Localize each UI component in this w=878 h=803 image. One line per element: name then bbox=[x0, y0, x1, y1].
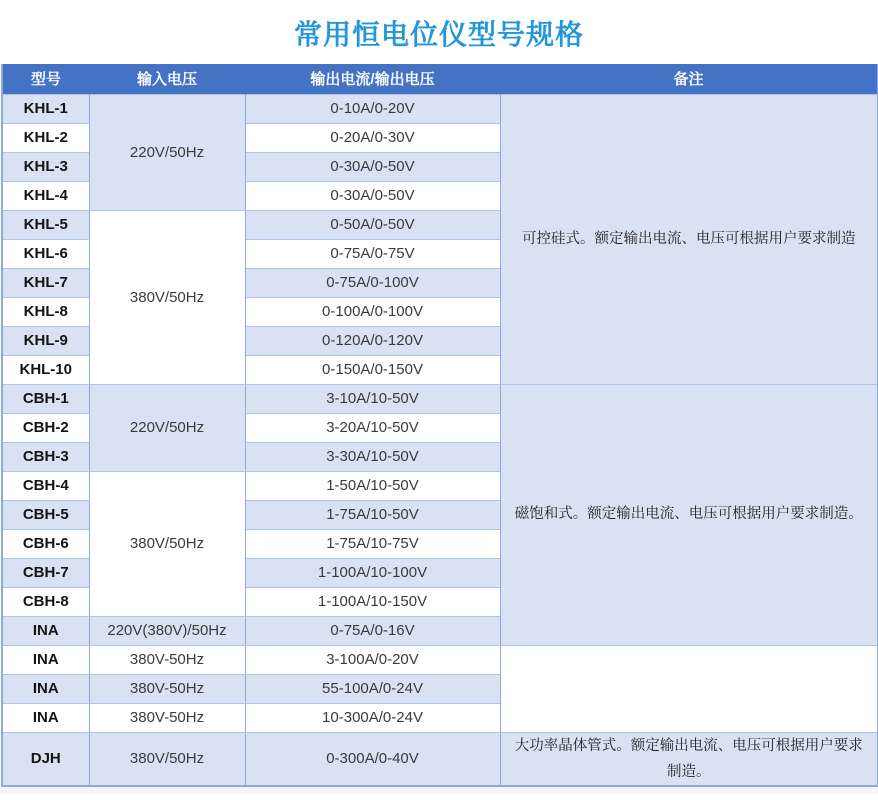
model-cell: CBH-2 bbox=[2, 413, 89, 442]
model-cell: CBH-1 bbox=[2, 384, 89, 413]
output-cell: 0-150A/0-150V bbox=[245, 355, 500, 384]
column-header-model: 型号 bbox=[2, 64, 89, 94]
bottom-strip bbox=[0, 787, 878, 794]
input-voltage-cell: 220V/50Hz bbox=[89, 94, 245, 210]
output-cell: 0-75A/0-16V bbox=[245, 616, 500, 645]
model-cell: KHL-2 bbox=[2, 123, 89, 152]
output-cell: 1-100A/10-100V bbox=[245, 558, 500, 587]
model-cell: KHL-4 bbox=[2, 181, 89, 210]
table-row bbox=[2, 732, 878, 786]
model-cell: KHL-10 bbox=[2, 355, 89, 384]
model-cell: CBH-5 bbox=[2, 500, 89, 529]
input-voltage-cell: 220V(380V)/50Hz bbox=[89, 616, 245, 645]
model-cell: KHL-5 bbox=[2, 210, 89, 239]
spec-table bbox=[1, 64, 878, 787]
model-cell: INA bbox=[2, 645, 89, 674]
model-cell: KHL-6 bbox=[2, 239, 89, 268]
table-row bbox=[2, 645, 878, 674]
column-header-input: 输入电压 bbox=[89, 64, 245, 94]
model-cell: KHL-7 bbox=[2, 268, 89, 297]
model-cell: INA bbox=[2, 674, 89, 703]
model-cell: KHL-9 bbox=[2, 326, 89, 355]
model-cell: CBH-4 bbox=[2, 471, 89, 500]
output-cell: 3-20A/10-50V bbox=[245, 413, 500, 442]
output-cell: 0-300A/0-40V bbox=[245, 732, 500, 786]
output-cell: 10-300A/0-24V bbox=[245, 703, 500, 732]
input-voltage-cell: 380V/50Hz bbox=[89, 732, 245, 786]
output-cell: 3-10A/10-50V bbox=[245, 384, 500, 413]
column-header-output: 输出电流/输出电压 bbox=[245, 64, 500, 94]
output-cell: 3-100A/0-20V bbox=[245, 645, 500, 674]
table-row bbox=[2, 94, 878, 123]
page-title: 常用恒电位仪型号规格 bbox=[293, 19, 584, 50]
model-cell: CBH-8 bbox=[2, 587, 89, 616]
model-cell: KHL-8 bbox=[2, 297, 89, 326]
remark-cell: 磁饱和式。额定输出电流、电压可根据用户要求制造。 bbox=[500, 384, 878, 645]
model-cell: CBH-3 bbox=[2, 442, 89, 471]
remark-cell bbox=[500, 645, 878, 732]
output-cell: 3-30A/10-50V bbox=[245, 442, 500, 471]
output-cell: 0-20A/0-30V bbox=[245, 123, 500, 152]
remark-cell: 可控硅式。额定输出电流、电压可根据用户要求制造 bbox=[500, 94, 878, 384]
output-cell: 1-75A/10-50V bbox=[245, 500, 500, 529]
model-cell: CBH-6 bbox=[2, 529, 89, 558]
model-cell: INA bbox=[2, 616, 89, 645]
output-cell: 1-100A/10-150V bbox=[245, 587, 500, 616]
output-cell: 0-30A/0-50V bbox=[245, 181, 500, 210]
output-cell: 0-75A/0-75V bbox=[245, 239, 500, 268]
model-cell: DJH bbox=[2, 732, 89, 786]
model-cell: CBH-7 bbox=[2, 558, 89, 587]
header-row bbox=[2, 64, 878, 94]
column-header-remark: 备注 bbox=[500, 64, 878, 94]
input-voltage-cell: 380V/50Hz bbox=[89, 471, 245, 616]
output-cell: 0-30A/0-50V bbox=[245, 152, 500, 181]
output-cell: 0-100A/0-100V bbox=[245, 297, 500, 326]
table-row bbox=[2, 384, 878, 413]
output-cell: 0-50A/0-50V bbox=[245, 210, 500, 239]
output-cell: 0-120A/0-120V bbox=[245, 326, 500, 355]
remark-cell: 大功率晶体管式。额定输出电流、电压可根据用户要求制造。 bbox=[500, 732, 878, 786]
input-voltage-cell: 380V-50Hz bbox=[89, 674, 245, 703]
input-voltage-cell: 380V/50Hz bbox=[89, 210, 245, 384]
input-voltage-cell: 380V-50Hz bbox=[89, 645, 245, 674]
output-cell: 55-100A/0-24V bbox=[245, 674, 500, 703]
output-cell: 1-50A/10-50V bbox=[245, 471, 500, 500]
model-cell: INA bbox=[2, 703, 89, 732]
input-voltage-cell: 220V/50Hz bbox=[89, 384, 245, 471]
output-cell: 0-10A/0-20V bbox=[245, 94, 500, 123]
model-cell: KHL-3 bbox=[2, 152, 89, 181]
model-cell: KHL-1 bbox=[2, 94, 89, 123]
output-cell: 1-75A/10-75V bbox=[245, 529, 500, 558]
input-voltage-cell: 380V-50Hz bbox=[89, 703, 245, 732]
output-cell: 0-75A/0-100V bbox=[245, 268, 500, 297]
